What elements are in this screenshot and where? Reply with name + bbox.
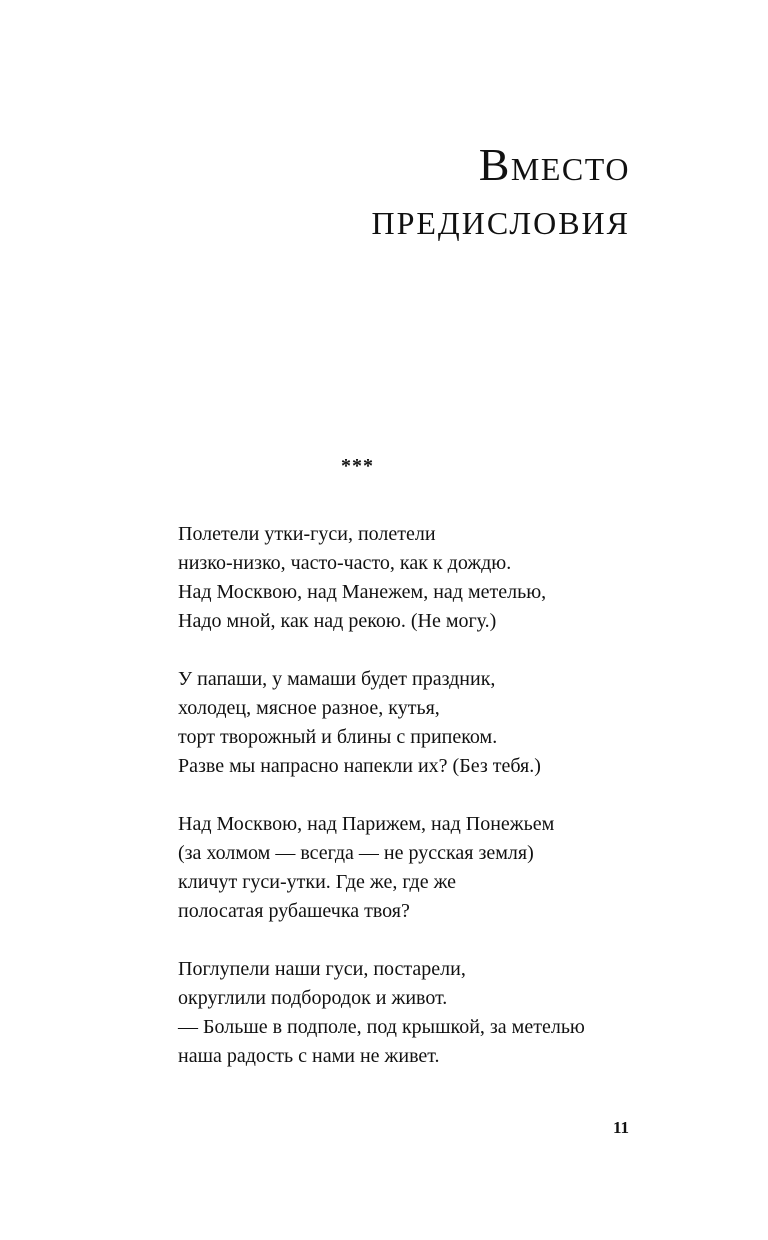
page-number: 11 bbox=[612, 1118, 629, 1137]
chapter-title-line-1: Вместо bbox=[478, 139, 630, 190]
verse-line: полосатая рубашечка твоя? bbox=[178, 900, 410, 922]
stanza-1 bbox=[178, 520, 658, 636]
verse-line: — Больше в подполе, под крышкой, за метелью bbox=[178, 1016, 585, 1038]
verse-line: Над Москвою, над Парижем, над Понежьем bbox=[178, 813, 555, 835]
verse-line: Поглупели наши гуси, постарели, bbox=[178, 958, 466, 980]
stanza-4 bbox=[178, 955, 658, 1071]
verse-line: холодец, мясное разное, кутья, bbox=[178, 697, 440, 719]
poem bbox=[178, 520, 658, 1100]
chapter-title-line-2: предисловия bbox=[371, 193, 630, 244]
verse-line: У папаши, у мамаши будет праздник, bbox=[178, 668, 496, 690]
stanza-2 bbox=[178, 665, 658, 781]
verse-line: округлили подбородок и живот. bbox=[178, 987, 448, 1009]
verse-line: Надо мной, как над рекою. (Не могу.) bbox=[178, 610, 497, 632]
verse-line: Над Москвою, над Манежем, над метелью, bbox=[178, 581, 547, 603]
verse-line: Разве мы напрасно напекли их? (Без тебя.) bbox=[178, 755, 541, 777]
verse-line: наша радость с нами не живет. bbox=[178, 1045, 440, 1067]
verse-line: Полетели утки-гуси, полетели bbox=[178, 523, 436, 545]
chapter-title bbox=[371, 138, 630, 246]
verse-line: торт творожный и блины с припеком. bbox=[178, 726, 498, 748]
verse-line: кличут гуси-утки. Где же, где же bbox=[178, 871, 457, 893]
verse-line: (за холмом — всегда — не русская земля) bbox=[178, 842, 534, 864]
verse-line: низко-низко, часто-часто, как к дождю. bbox=[178, 552, 512, 574]
asterism-separator: *** bbox=[341, 455, 374, 477]
stanza-3 bbox=[178, 810, 658, 926]
